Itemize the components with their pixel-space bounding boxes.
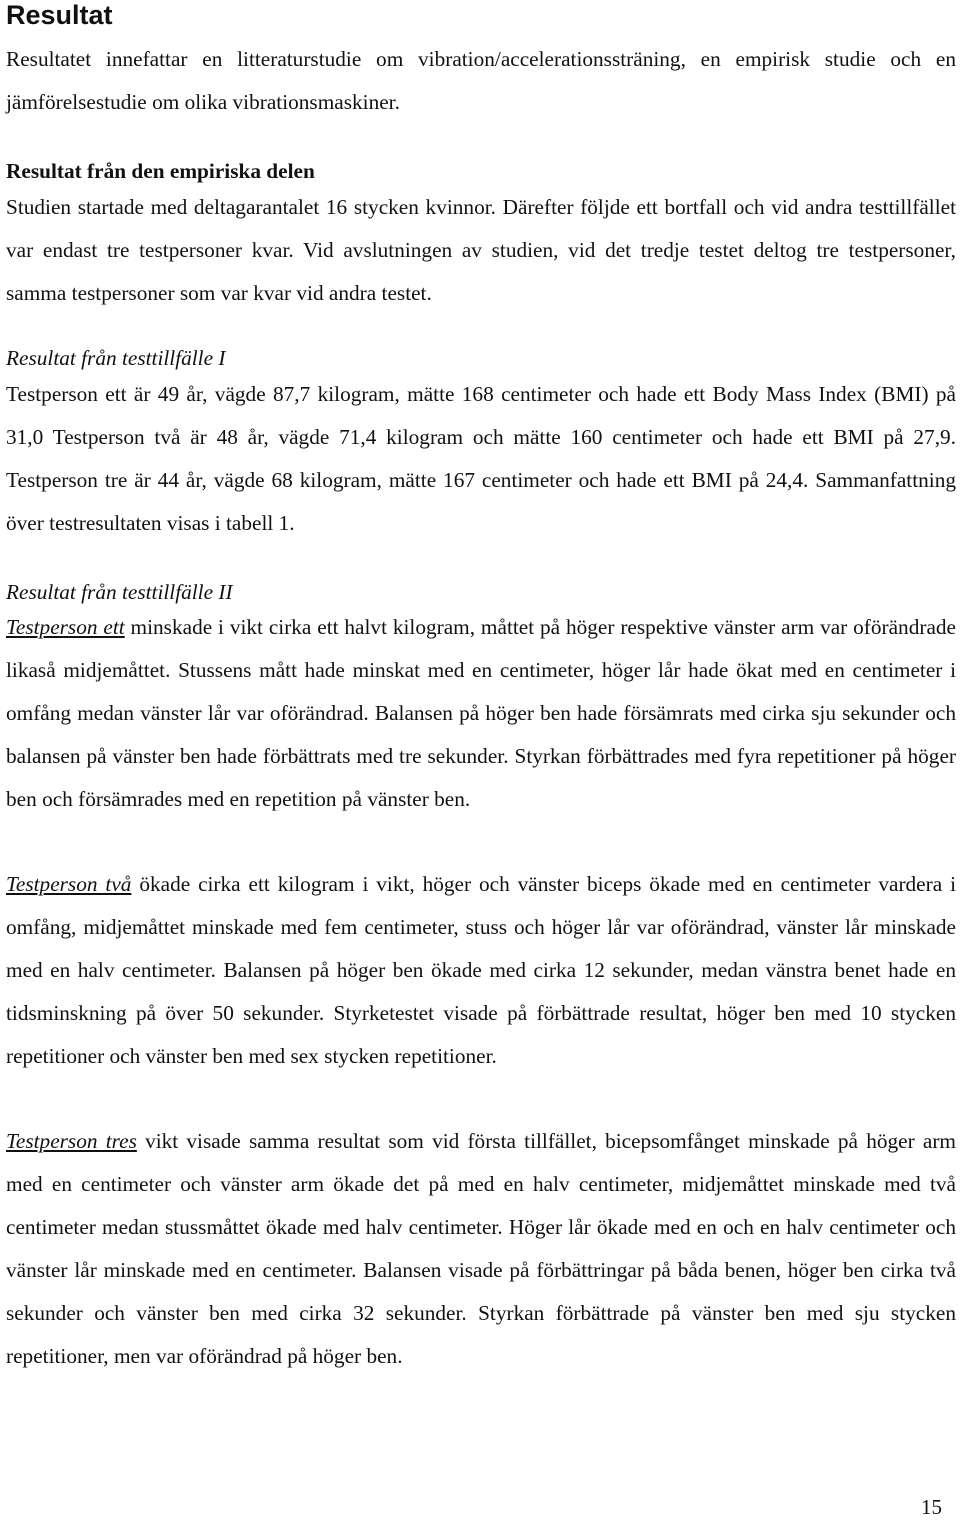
person3-label: Testperson tres <box>6 1129 137 1153</box>
test2-section-title: Resultat från testtillfälle II <box>6 580 233 604</box>
empirical-section-title: Resultat från den empiriska delen <box>6 159 315 183</box>
page-title: Resultat <box>6 0 113 30</box>
person2-label: Testperson två <box>6 872 132 896</box>
intro-paragraph: Resultatet innefattar en litteraturstudie om vibration/accelerationssträning, en empirisk studie och en jämförelsestudie om olika vibrationsmaskiner. <box>6 47 956 114</box>
test2-person1-paragraph <box>6 606 956 821</box>
page-number: 15 <box>921 1495 942 1519</box>
test2-person3-paragraph <box>6 1120 956 1378</box>
empirical-paragraph: Studien startade med deltagarantalet 16 stycken kvinnor. Därefter följde ett bortfall och vid andra testtillfället var endast tre testpersoner kvar. Vid avslutningen av studien, vid det tredje testet deltog tre testpersoner, samma testpersoner som var kvar vid andra testet. <box>6 195 956 305</box>
person3-text: vikt visade samma resultat som vid första tillfället, bicepsomfånget minskade på höger arm med en centimeter och vänster arm ökade det på med en halv centimeter, midjemåttet minskade med två centimeter medan stussmåttet ökade med halv centimeter. Höger lår ökade med en och en halv centimeter och vänster lår minskade med en centimeter. Balansen visade på förbättringar på båda benen, höger ben cirka två sekunder och vänster ben med cirka 32 sekunder. Styrkan förbättrade på vänster ben med sju stycken repetitioner, men var oförändrad på höger ben. <box>6 1129 956 1368</box>
test1-paragraph: Testperson ett är 49 år, vägde 87,7 kilogram, mätte 168 centimeter och hade ett Body Mass Index (BMI) på 31,0 Testperson två är 48 år, vägde 71,4 kilogram och mätte 160 centimeter och hade ett BMI på 27,9. Testperson tre är 44 år, vägde 68 kilogram, mätte 167 centimeter och hade ett BMI på 24,4. Sammanfattning över testresultaten visas i tabell 1. <box>6 382 956 535</box>
test1-section-title: Resultat från testtillfälle I <box>6 346 226 370</box>
person1-label: Testperson ett <box>6 615 125 639</box>
person2-text: ökade cirka ett kilogram i vikt, höger och vänster biceps ökade med en centimeter vardera i omfång, midjemåttet minskade med fem centimeter, stuss och höger lår var oförändrad, vänster lår minskade med en halv centimeter. Balansen på höger ben ökade med cirka 12 sekunder, medan vänstra benet hade en tidsminskning på över 50 sekunder. Styrketestet visade på förbättrade resultat, höger ben med 10 stycken repetitioner och vänster ben med sex stycken repetitioner. <box>6 872 956 1068</box>
person1-text: minskade i vikt cirka ett halvt kilogram, måttet på höger respektive vänster arm var oförändrade likaså midjemåttet. Stussens mått hade minskat med en centimeter, höger lår hade ökat med en centimeter i omfång medan vänster lår var oförändrad. Balansen på höger ben hade försämrats med cirka sju sekunder och balansen på vänster ben hade förbättrats med tre sekunder. Styrkan förbättrades med fyra repetitioner på höger ben och försämrades med en repetition på vänster ben. <box>6 615 957 811</box>
test2-person2-paragraph <box>6 863 956 1078</box>
